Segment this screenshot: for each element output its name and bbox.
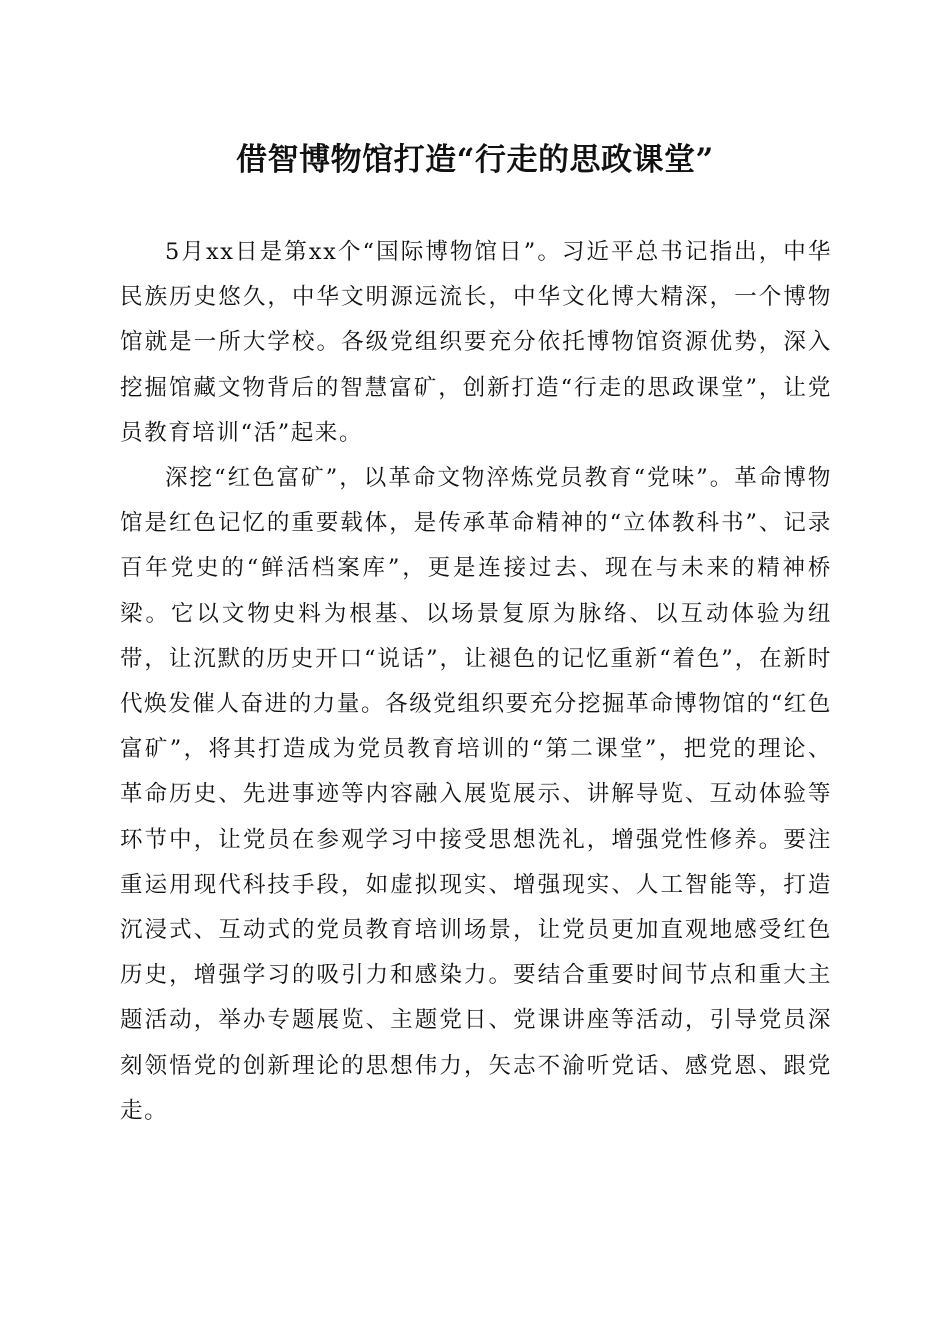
paragraph-red-resources: 深挖“红色富矿”，以革命文物淬炼党员教育“党味”。革命博物馆是红色记忆的重要载体，是传承革命精神的“立体教科书”、记录百年党史的“鲜活档案库”，更是连接过去、现在与未来的精神桥梁。它以文物史料为根基、以场景复原为脉络、以互动体验为纽带，让沉默的历史开口“说话”，让褪色的记忆重新“着色”，在新时代焕发催人奋进的力量。各级党组织要充分挖掘革命博物馆的“红色富矿”，将其打造成为党员教育培训的“第二课堂”，把党的理论、革命历史、先进事迹等内容融入展览展示、讲解导览、互动体验等环节中，让党员在参观学习中接受思想洗礼，增强党性修养。要注重运用现代科技手段，如虚拟现实、增强现实、人工智能等，打造沉浸式、互动式的党员教育培训场景，让党员更加直观地感受红色历史，增强学习的吸引力和感染力。要结合重要时间节点和重大主题活动，举办专题展览、主题党日、党课讲座等活动，引导党员深刻领悟党的创新理论的思想伟力，矢志不渝听党话、感党恩、跟党走。 (120, 465, 833, 1124)
document-title: 借智博物馆打造“行走的思政课堂” (236, 142, 714, 178)
paragraph-intro: 5月xx日是第xx个“国际博物馆日”。习近平总书记指出，中华民族历史悠久，中华文明源远流长，中华文化博大精深，一个博物馆就是一所大学校。各级党组织要充分依托博物馆资源优势，深入挖掘馆藏文物背后的智慧富矿，创新打造“行走的思政课堂”，让党员教育培训“活”起来。 (120, 239, 832, 446)
document-body (120, 230, 832, 1134)
